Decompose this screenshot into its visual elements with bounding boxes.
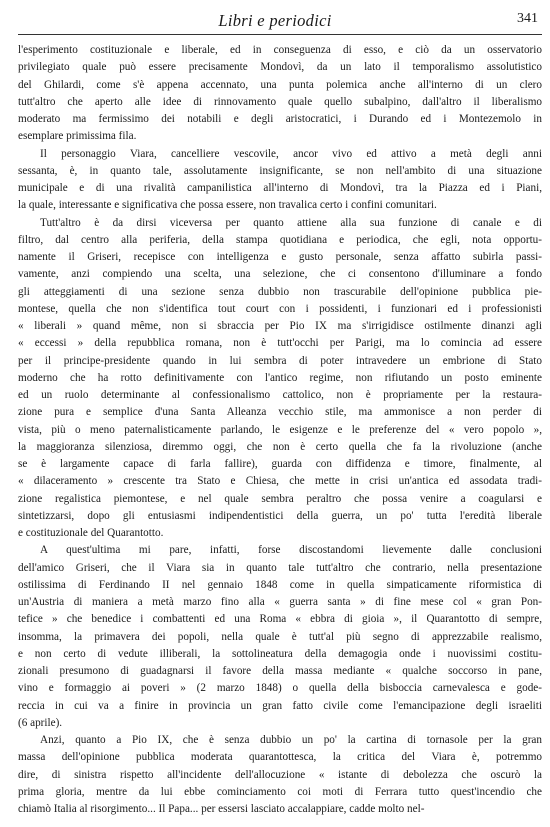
text-line: vista, più o meno paternalisticamente parlando, le esigenze e le preferenze del « vero popolo », — [18, 423, 542, 436]
article-body — [18, 42, 542, 818]
text-line: montese, quella che non s'identifica tout court con i possidenti, i funzionari ed i professionisti — [18, 302, 542, 315]
text-line: Anzi, quanto a Pio IX, che è senza dubbio un po' la cartina di tornasole per la gran — [40, 734, 542, 746]
text-line: insomma, la primavera dei popoli, nella quale è tutt'al più segno di apprezzabile realismo, — [18, 630, 542, 643]
text-line: reccia in cui va a finire in provincia un gran fatto civile come l'emancipazione degli israeliti — [18, 699, 542, 712]
text-line: Tutt'altro è da dirsi viceversa per quanto attiene alla sua funzione di canale e di — [40, 216, 542, 229]
text-line: tutt'altro che aperto alle idee di rinnovamento quale quello subalpino, dall'altro il liberalismo — [18, 95, 542, 108]
paragraph — [18, 215, 542, 543]
text-line: municipale e di una rivalità campanilistica all'interno di Mondovì, tra la Piazza ed i Piani, — [18, 182, 542, 194]
text-line: zione regalistica piemontese, e nel quale sembra peraltro che possa venire a coagularsi e — [18, 492, 542, 505]
text-line: e costituzionale del Quarantotto. — [18, 527, 164, 539]
text-line: se è largamente capace di farla fallire), guarda con diffidenza e timore, finalmente, al — [18, 458, 542, 470]
text-line: zionali presumono di guadagnarsi il favore della massa mediante « qualche soccorso in pane, — [18, 665, 542, 677]
text-line: del Ghilardi, come s'è appena accennato, una punta polemica anche all'interno di un clero — [18, 78, 542, 91]
text-line: un'Austria di maniera a metà marzo fino alla « guerra santa » di fine mese col « gran Pon- — [18, 596, 542, 608]
text-line: « eccessi » della repubblica romana, non è tutt'occhi per Parigi, ma lo comincia ad essere — [18, 337, 542, 350]
text-line: moderato ma fermissimo dei notabili e degli aristocratici, i Durando ed i Montezemolo in — [18, 113, 542, 125]
text-line: sessanta, è, in quanto tale, assolutamente insignificante, se non nell'ambito di una situazione — [18, 164, 542, 177]
text-line: namente il Griseri, recepisce con intelligenza e gusto personale, senza affatto subirla passi- — [18, 251, 542, 263]
text-line: (6 aprile). — [18, 716, 63, 729]
text-line: l'esperimento costituzionale e liberale, ed in conseguenza di esso, e ciò da un osservatorio — [18, 44, 542, 56]
text-line: Il personaggio Viara, cancelliere vescovile, ancor vivo ed attivo a metà degli anni — [40, 147, 542, 160]
text-line: sintetizzarsi, dopo gli entusiasmi indipendentistici della guerra, un po' tutta l'eredità liberale — [18, 509, 542, 522]
text-line: per il principe-presidente quando in lui sembra di poter intravedere un embrione di Stato — [18, 354, 542, 367]
text-line: prima gloria, mentre da lui ebbe cominciamento coi moti di Ferrara tutto quest'incendio che — [18, 785, 542, 798]
text-line: massa dell'opinione pubblica moderata quarantottesca, la critica del Viara è, potremmo — [18, 751, 542, 764]
text-line: zione pura e semplice d'una Santa Alleanza vecchio stile, ma ammonisce a non perder di — [18, 406, 542, 419]
text-line: chiamò Italia al risorgimento... Il Papa... per essersi lasciato accalappiare, cadde molto nel- — [18, 803, 425, 815]
text-line: esemplare primissima fila. — [18, 130, 137, 143]
text-line: e non certo di vedute illiberali, la sottolineatura della demagogia onde i nuovissimi costitu- — [18, 647, 542, 660]
paragraph — [18, 146, 542, 215]
paragraph — [18, 42, 542, 146]
text-line: la quale, interessante e significativa che possa essere, non travalica certo i confini comunitari. — [18, 199, 437, 212]
text-line: A quest'ultima mi pare, infatti, forse discostandomi lievemente dalle conclusioni — [40, 544, 542, 557]
text-line: « dilaceramento » crescente tra Stato e Chiesa, che mette in crisi un'antica ed assodata tradi- — [18, 475, 542, 488]
header-rule — [18, 34, 542, 35]
text-line: dell'amico Griseri, che il Viara sia in quanto tale tutt'altro che contrario, nella presentazione — [18, 561, 542, 574]
text-line: la maggioranza silenziosa, diremmo oggi, che non è certo quella che fa la rivoluzione (anche — [18, 440, 542, 453]
text-line: vino e formaggio ai poveri » (2 marzo 1848) o quella della bisboccia carnevalesca e gode- — [18, 682, 542, 695]
text-line: gli atteggiamenti di una sezione senza dubbio non trascurabile dell'opinione pubblica pie- — [18, 285, 542, 298]
text-line: ed un ruolo determinante al confessionalismo cattolico, non è propriamente per la restaura- — [18, 389, 542, 401]
paragraph — [18, 732, 542, 818]
text-line: tefice » che benedice i combattenti ed una Roma « ebbra di gioia », il Quarantotto di sempre, — [18, 613, 542, 626]
text-line: privilegiato quale può essere precisamente Mondovì, da un lato il temporalismo assolutistico — [18, 61, 542, 74]
running-title: Libri e periodici — [218, 11, 332, 30]
text-line: ostilissima di Ferdinando II nel gennaio 1848 come in quella simpaticamente riformistica di — [18, 578, 542, 591]
running-header — [0, 0, 550, 38]
page-number: 341 — [517, 11, 538, 26]
text-line: moderno che ha rotto definitivamente con l'antico regime, non rifiutando un posto eminente — [18, 371, 542, 384]
text-line: filtro, dal centro alla periferia, della stampa quotidiana e periodica, che egli, nota opportu- — [18, 233, 542, 246]
text-line: « liberali » quand même, non si sbraccia per Pio IX ma s'irrigidisce ostilmente dinanzi agli — [18, 320, 542, 332]
text-line: dire, di sinistra rispetto all'incidente dell'allocuzione « istante di debolezza che oscurò la — [18, 768, 542, 781]
text-line: vamente, anzi compiendo una scelta, una selezione, che ci consentono d'illuminare a fondo — [18, 268, 542, 281]
paragraph — [18, 542, 542, 732]
